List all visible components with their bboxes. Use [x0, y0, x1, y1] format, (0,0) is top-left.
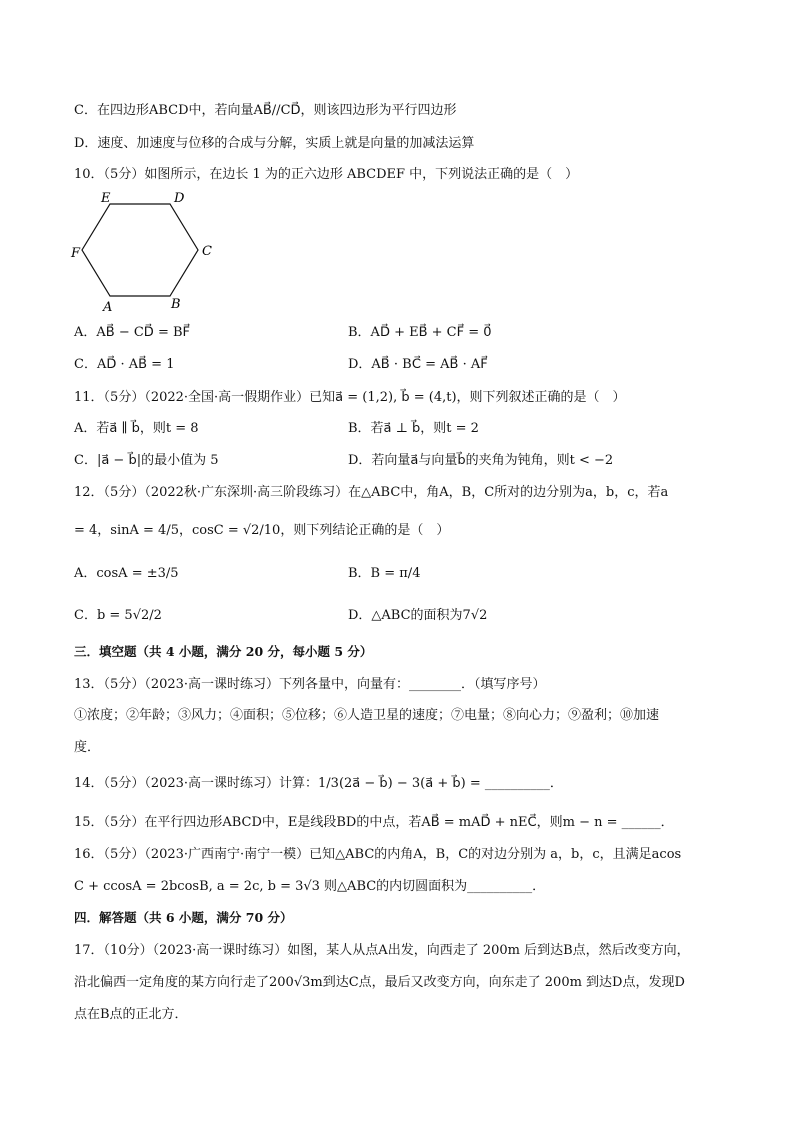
vertex-label-a: A: [103, 300, 113, 312]
q13-list-cont: 度．: [74, 740, 101, 755]
q10-option-d: D．AB⃗ · BC⃗ = AB⃗ · AF⃗: [348, 357, 488, 372]
q15-stem: 15．（5分）在平行四边形ABCD中，E是线段BD的中点，若AB⃗ = mAD⃗ + nEC⃗，则m − n = ______．: [74, 815, 674, 830]
q13-stem: 13．（5分）（2023·高一课时练习）下列各量中，向量有：________．（填写序号）: [74, 677, 546, 692]
section-3-heading: 三．填空题（共 4 小题，满分 20 分，每小题 5 分）: [74, 644, 373, 659]
vertex-label-e: E: [101, 191, 111, 206]
q9-option-c: C．在四边形ABCD中，若向量AB⃗//CD⃗，则该四边形为平行四边形: [74, 103, 457, 118]
q12-option-c: C．b = 5√2/2: [74, 608, 162, 623]
q13-list: ①浓度；②年龄；③风力；④面积；⑤位移；⑥人造卫星的速度；⑦电量；⑧向心力；⑨盈利；⑩加速: [74, 708, 660, 723]
vertex-label-b: B: [171, 297, 181, 312]
q10-option-a: A．AB⃗ − CD⃗ = BF⃗: [74, 325, 190, 340]
q11-option-a: A．若a⃗ ∥ b⃗，则t = 8: [74, 421, 199, 436]
q10-option-c: C．AD⃗ · AB⃗ = 1: [74, 357, 175, 372]
q17-stem: 17．（10分）（2023·高一课时练习）如图，某人从点A出发，向西走了 200m 后到达B点，然后改变方向，: [74, 943, 690, 958]
q12-stem: 12．（5分）（2022秋·广东深圳·高三阶段练习）在△ABC中，角A，B，C所对的边分别为a，b，c，若a: [74, 485, 669, 500]
q17-stem-cont2: 点在B点的正北方．: [74, 1007, 188, 1022]
q9-option-d: D．速度、加速度与位移的合成与分解，实质上就是向量的加减法运算: [74, 136, 475, 151]
q16-stem-cont: C + ccosA = 2bcosB, a = 2c, b = 3√3 则△ABC的内切圆面积为__________．: [74, 879, 546, 894]
vertex-label-f: F: [71, 246, 81, 261]
vertex-label-c: C: [202, 244, 212, 259]
q11-stem: 11．（5分）（2022·全国·高一假期作业）已知a⃗ = (1,2), b⃗ = (4,t)，则下列叙述正确的是（ ）: [74, 390, 626, 405]
q10-option-b: B．AD⃗ + EB⃗ + CF⃗ = 0⃗: [348, 325, 492, 340]
q11-option-c: C．|a⃗ − b⃗|的最小值为 5: [74, 453, 219, 468]
q12-stem-cont: = 4，sinA = 4/5，cosC = √2/10，则下列结论正确的是（ ）: [74, 523, 450, 538]
hexagon-shape: [82, 204, 198, 296]
q12-option-d: D．△ABC的面积为7√2: [348, 608, 488, 623]
vertex-label-d: D: [174, 191, 185, 206]
q11-option-d: D．若向量a⃗与向量b⃗的夹角为钝角，则t < −2: [348, 453, 614, 468]
q12-option-a: A．cosA = ±3/5: [74, 566, 179, 581]
hexagon-figure: [70, 188, 220, 312]
q12-option-b: B．B = π/4: [348, 566, 421, 581]
q17-stem-cont: 沿北偏西一定角度的某方向行走了200√3m到达C点，最后又改变方向，向东走了 200m 到达D点，发现D: [74, 975, 685, 990]
q11-option-b: B．若a⃗ ⊥ b⃗，则t = 2: [348, 421, 479, 436]
q16-stem: 16．（5分）（2023·广西南宁·南宁一模）已知△ABC的内角A，B，C的对边分别为 a，b，c，且满足acos: [74, 847, 682, 862]
q10-stem: 10．（5分）如图所示，在边长 1 为的正六边形 ABCDEF 中，下列说法正确的是（ ）: [74, 167, 579, 182]
section-4-heading: 四．解答题（共 6 小题，满分 70 分）: [74, 910, 293, 925]
q14-stem: 14．（5分）（2023·高一课时练习）计算：1/3(2a⃗ − b⃗) − 3(a⃗ + b⃗) = __________．: [74, 776, 563, 791]
hexagon-diagram: [70, 188, 220, 312]
